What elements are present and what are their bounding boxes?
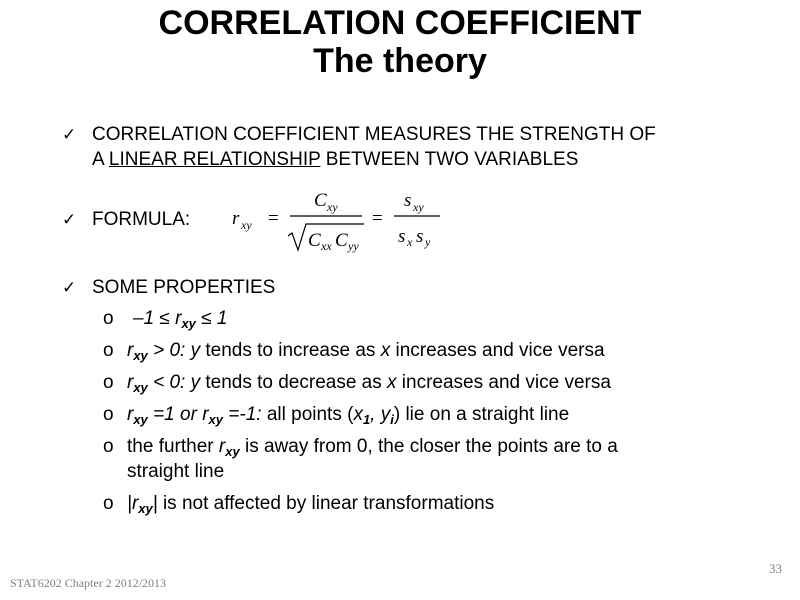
x-symbol: x xyxy=(353,404,363,425)
formula-lhs: r xyxy=(232,208,240,229)
point-comma: , xyxy=(370,404,381,425)
invariance-text: is not affected by linear transformations xyxy=(157,493,495,514)
r-symbol: r xyxy=(218,436,226,457)
property-invariance-text xyxy=(127,492,494,516)
footer-course: STAT6202 Chapter 2 2012/2013 xyxy=(10,576,167,590)
y-symbol: y xyxy=(190,372,201,393)
r-subscript: xy xyxy=(225,444,240,459)
x-symbol: x xyxy=(380,340,391,361)
circle-bullet-icon: o xyxy=(103,404,114,425)
perfect-text-a: all points ( xyxy=(261,404,354,425)
positive-condition: > 0: xyxy=(147,340,191,361)
abs-bar-right: | xyxy=(152,493,158,514)
r-symbol: r xyxy=(127,340,134,361)
formula-lhs-sub: xy xyxy=(241,218,252,232)
y-subscript: i xyxy=(390,412,394,427)
y-symbol: y xyxy=(190,340,201,361)
negative-text-a: tends to decrease as xyxy=(200,372,388,393)
r-symbol: r xyxy=(127,372,134,393)
r-symbol: r xyxy=(202,404,209,425)
formula-den1-a-sub: xx xyxy=(321,239,332,253)
circle-bullet-icon: o xyxy=(103,308,114,329)
check-icon: ✓ xyxy=(62,210,77,229)
formula-den1-a: C xyxy=(308,230,321,251)
r-subscript: xy xyxy=(133,412,148,427)
closeness-line-2: straight line xyxy=(127,461,225,482)
definition-line-2 xyxy=(92,148,578,172)
perfect-condition-a: =1 or xyxy=(147,404,203,425)
definition-line-1: CORRELATION COEFFICIENT MEASURES THE STRENGTH OF xyxy=(92,124,656,145)
r-subscript: xy xyxy=(133,380,148,395)
check-icon: ✓ xyxy=(62,125,77,144)
abs-bar-left: | xyxy=(127,493,132,514)
range-lower: –1 ≤ xyxy=(133,308,176,329)
formula-num2-sub: xy xyxy=(413,200,424,214)
check-icon: ✓ xyxy=(62,278,77,297)
title-line-1: CORRELATION COEFFICIENT xyxy=(158,4,642,42)
formula-num2: s xyxy=(404,190,412,211)
title-line-2: The theory xyxy=(313,42,487,80)
property-range-text xyxy=(133,307,227,331)
formula-equals-1: = xyxy=(268,208,279,229)
formula-num1: C xyxy=(314,190,327,211)
circle-bullet-icon: o xyxy=(103,493,114,514)
negative-text-b: increases and vice versa xyxy=(396,372,611,393)
r-subscript: xy xyxy=(208,412,223,427)
formula-den2-a: s xyxy=(398,226,406,247)
properties-label: SOME PROPERTIES xyxy=(92,277,276,298)
r-subscript: xy xyxy=(133,348,148,363)
circle-bullet-icon: o xyxy=(103,436,114,457)
perfect-text-b: ) lie on a straight line xyxy=(393,404,570,425)
correlation-formula xyxy=(228,184,458,256)
closeness-text-a: the further xyxy=(127,436,219,457)
formula-equals-2: = xyxy=(372,208,383,229)
definition-text-a: A xyxy=(92,149,109,170)
slide-title xyxy=(0,4,800,80)
circle-bullet-icon: o xyxy=(103,372,114,393)
formula-den2-b: s xyxy=(416,226,424,247)
formula-label: FORMULA: xyxy=(92,209,191,230)
r-symbol: r xyxy=(175,308,182,329)
x-symbol: x xyxy=(387,372,397,393)
closeness-text-b: is away from 0, the closer the points are to a xyxy=(239,436,618,457)
bullet-properties xyxy=(62,276,276,300)
formula-den1-b: C xyxy=(335,230,348,251)
negative-condition: < 0: xyxy=(147,372,191,393)
formula-den1-b-sub: yy xyxy=(348,239,359,253)
positive-text-a: tends to increase as xyxy=(200,340,381,361)
positive-text-b: increases and vice versa xyxy=(390,340,605,361)
bullet-formula xyxy=(62,208,191,232)
property-perfect-text xyxy=(127,403,569,427)
formula-den2-a-sub: x xyxy=(407,235,413,249)
r-subscript: xy xyxy=(181,316,196,331)
bullet-definition xyxy=(62,123,656,147)
r-symbol: r xyxy=(127,404,134,425)
perfect-condition-b: =-1: xyxy=(223,404,262,425)
formula-num1-sub: xy xyxy=(327,200,338,214)
y-symbol: y xyxy=(380,404,391,425)
r-subscript: xy xyxy=(138,501,153,516)
x-subscript: 1 xyxy=(362,412,371,427)
property-positive-text xyxy=(127,339,605,363)
linear-relationship-text: LINEAR RELATIONSHIP xyxy=(108,149,321,170)
property-negative-text xyxy=(127,371,611,395)
formula-den2-b-sub: y xyxy=(425,235,431,249)
r-symbol: r xyxy=(131,493,139,514)
definition-text-b: BETWEEN TWO VARIABLES xyxy=(320,149,579,170)
circle-bullet-icon: o xyxy=(103,340,114,361)
range-upper: ≤ 1 xyxy=(195,308,228,329)
property-closeness-text xyxy=(127,435,618,459)
page-number: 33 xyxy=(769,561,782,576)
